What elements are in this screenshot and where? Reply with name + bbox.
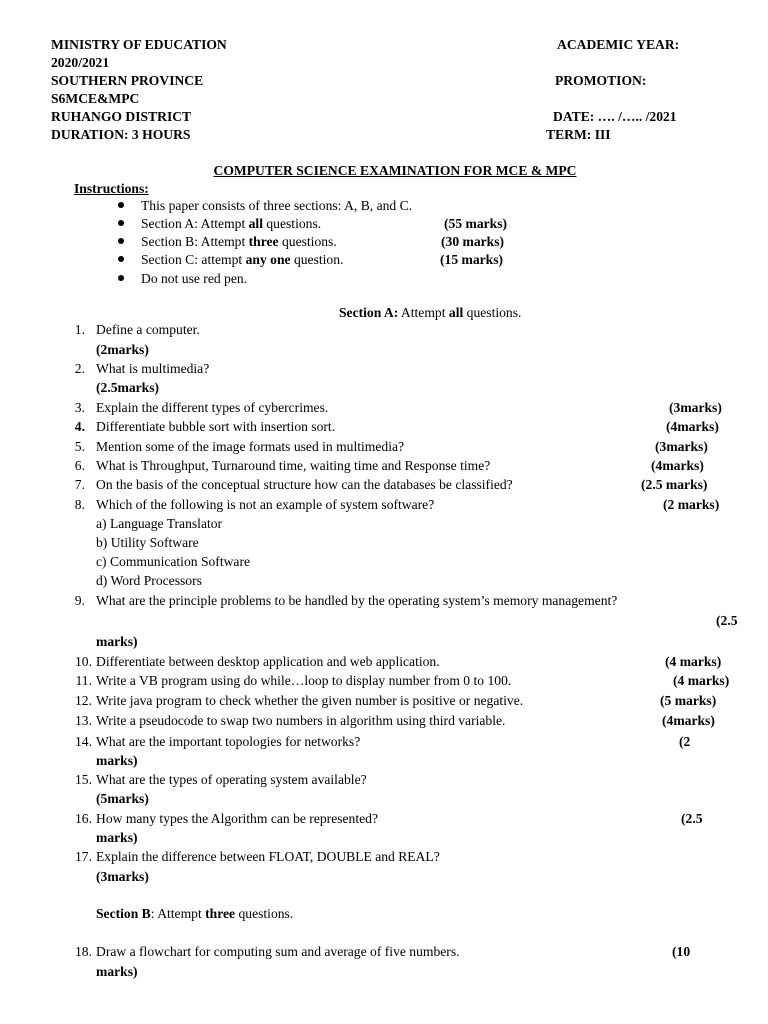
instruction-marks: (30 marks): [441, 234, 505, 249]
bullet-icon: [118, 220, 124, 226]
bullet-icon: [118, 238, 124, 244]
option-a: a) Language Translator: [96, 516, 223, 531]
instruction-marks: (55 marks): [444, 216, 508, 231]
question-marks: (5 marks): [660, 693, 717, 708]
question-marks-cont: marks): [96, 753, 138, 768]
question-marks: (2 marks): [663, 497, 720, 512]
duration-label: DURATION: 3 HOURS: [51, 127, 191, 142]
question-marks: (3marks): [96, 869, 149, 884]
question-marks: (4marks): [651, 458, 704, 473]
question-marks: (3marks): [669, 400, 722, 415]
ministry-label: MINISTRY OF EDUCATION: [51, 37, 227, 52]
question-marks: (4marks): [666, 419, 719, 434]
question-marks: (2marks): [96, 342, 149, 357]
question-marks: (2.5marks): [96, 380, 160, 395]
question-marks: (10: [672, 944, 691, 959]
academic-year-value: 2020/2021: [51, 55, 110, 70]
promotion-value: S6MCE&MPC: [51, 91, 140, 106]
question-marks: (2: [679, 734, 691, 749]
option-d: d) Word Processors: [96, 573, 202, 588]
instructions-heading: Instructions:: [74, 181, 149, 196]
option-b: b) Utility Software: [96, 535, 199, 550]
bullet-icon: [118, 256, 124, 262]
bullet-icon: [118, 202, 124, 208]
option-c: c) Communication Software: [96, 554, 251, 569]
district-label: RUHANGO DISTRICT: [51, 109, 192, 124]
question-marks: (2.5 marks): [641, 477, 708, 492]
question-marks: (4 marks): [665, 654, 722, 669]
term-label: TERM: III: [546, 127, 611, 142]
question-marks: (5marks): [96, 791, 149, 806]
question-marks: (3marks): [655, 439, 708, 454]
question-marks-cont: marks): [96, 634, 138, 649]
question-marks: (2.5: [716, 613, 738, 628]
section-b-heading: Section B: Attempt three questions.: [96, 906, 294, 921]
province-label: SOUTHERN PROVINCE: [51, 73, 204, 88]
question-marks: (2.5: [681, 811, 703, 826]
promotion-label: PROMOTION:: [555, 73, 647, 88]
question-marks-cont: marks): [96, 830, 138, 845]
question-marks-cont: marks): [96, 964, 138, 979]
instruction-marks: (15 marks): [440, 252, 504, 267]
exam-title: COMPUTER SCIENCE EXAMINATION FOR MCE & MPC: [213, 163, 577, 178]
question-marks: (4 marks): [673, 673, 730, 688]
date-label: DATE: …. /….. /2021: [553, 109, 677, 124]
academic-year-label: ACADEMIC YEAR:: [557, 37, 680, 52]
section-a-heading: Section A: Attempt all questions.: [339, 305, 522, 320]
question-marks: (4marks): [662, 713, 715, 728]
bullet-icon: [118, 275, 124, 281]
